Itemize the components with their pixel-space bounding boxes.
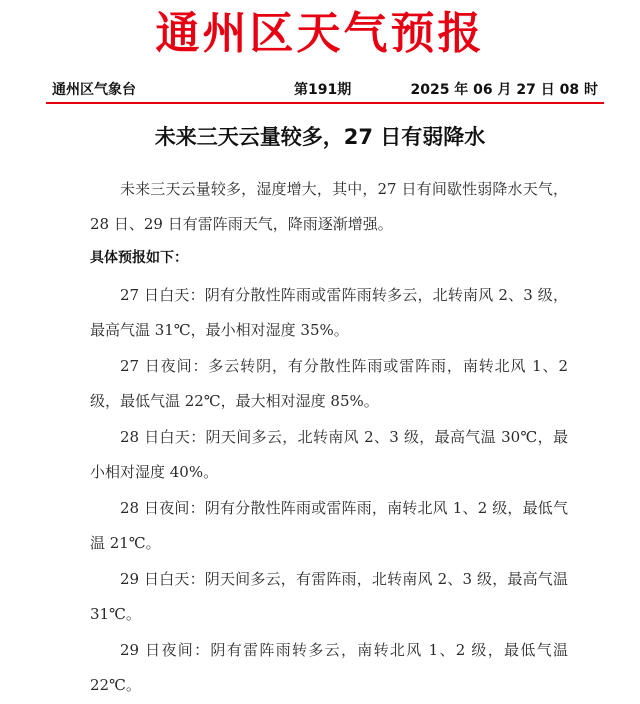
issue-info-row [52,80,598,100]
forecast-29-night: 29 日夜间：阴有雷阵雨转多云，南转北风 1、2 级，最低气温 22℃。 [90,641,568,694]
detail-heading: 具体预报如下： [90,250,188,266]
title-divider [46,102,604,104]
forecast-29-day: 29 日白天：阴天间多云，有雷阵雨，北转南风 2、3 级，最高气温 31℃。 [90,570,568,623]
issue-number: 第191期 [294,82,352,98]
forecast-27-night: 27 日夜间：多云转阴，有分散性阵雨或雷阵雨，南转北风 1、2 级，最低气温 22℃，最大相对湿度 85%。 [90,357,568,410]
forecast-27-day: 27 日白天：阴有分散性阵雨或雷阵雨转多云，北转南风 2、3 级，最高气温 31℃，最小相对湿度 35%。 [90,286,568,339]
forecast-headline: 未来三天云量较多，27 日有弱降水 [154,125,486,149]
summary-paragraph: 未来三天云量较多，湿度增大，其中，27 日有间歇性弱降水天气，28 日、29 日有雷阵雨天气，降雨逐渐增强。 [90,180,568,233]
forecast-28-night: 28 日夜间：阴有分散性阵雨或雷阵雨，南转北风 1、2 级，最低气温 21℃。 [90,499,568,552]
document-title: 通州区天气预报 [155,8,485,59]
issuing-agency: 通州区气象台 [52,82,136,98]
issue-datetime: 2025 年 06 月 27 日 08 时 [410,82,598,98]
forecast-body [90,172,568,704]
forecast-28-day: 28 日白天：阴天间多云，北转南风 2、3 级，最高气温 30℃，最小相对湿度 40%。 [90,428,568,481]
